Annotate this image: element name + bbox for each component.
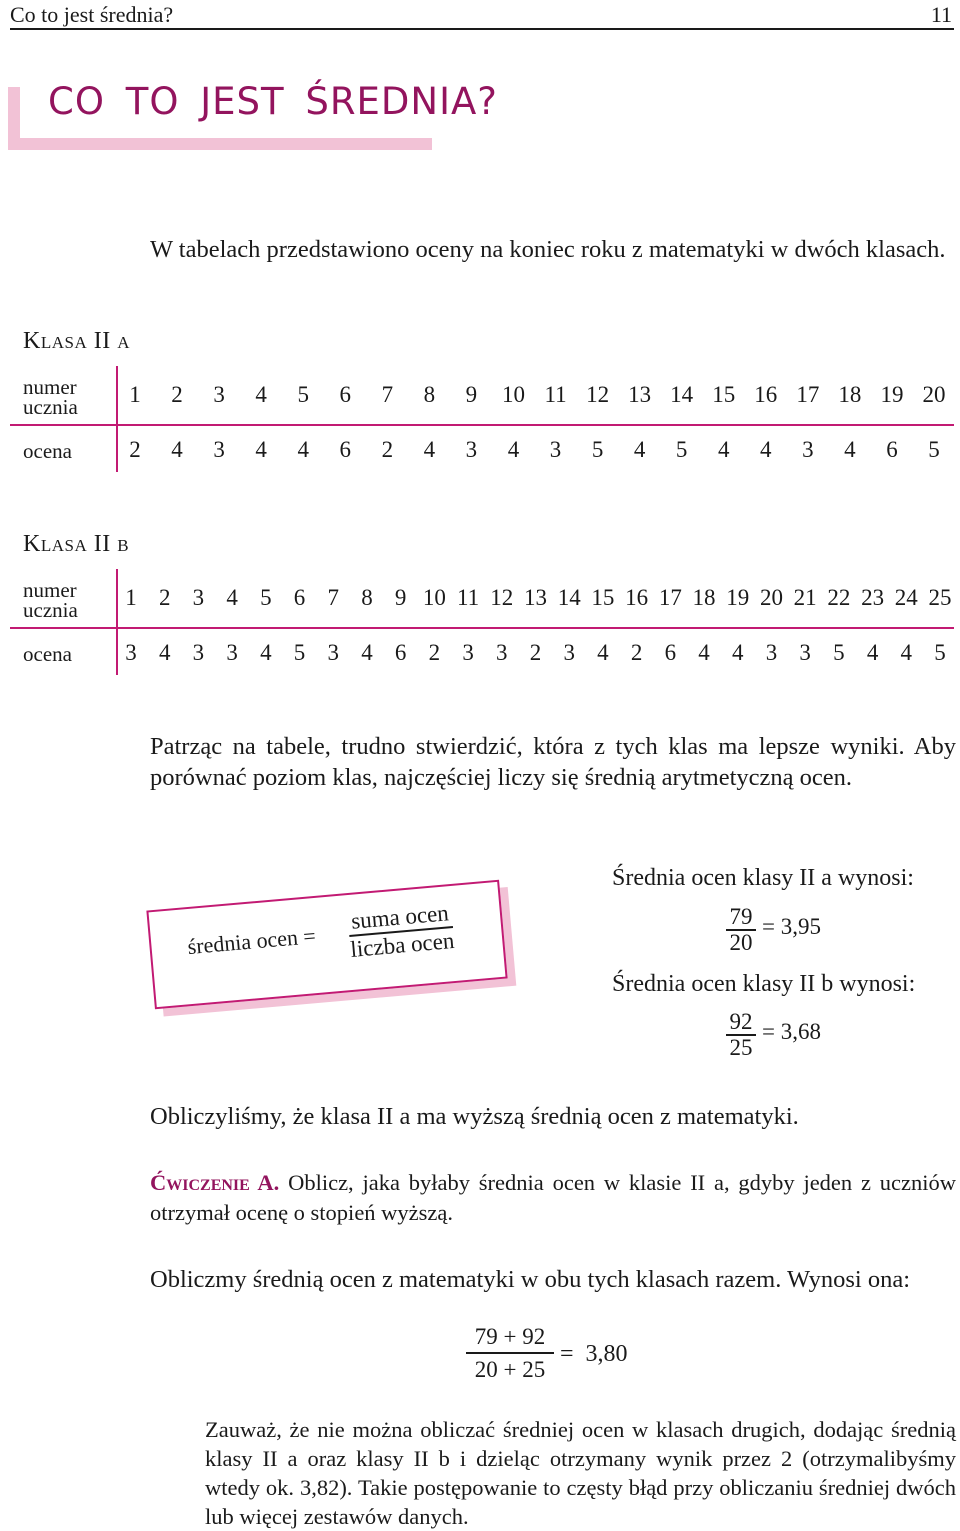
grade-cell: 3 — [563, 640, 575, 665]
student-number-cell: 6 — [293, 585, 306, 610]
student-number-cell: 10 — [422, 585, 446, 610]
grade-cell: 6 — [664, 640, 677, 665]
student-number-cell: 2 — [158, 585, 171, 610]
student-number-cell: 1 — [125, 585, 137, 610]
class-b-table — [10, 569, 954, 675]
student-number-cell: 4 — [255, 382, 267, 407]
grade-cell: 6 — [394, 640, 407, 665]
student-number-cell: 23 — [861, 585, 885, 610]
grade-cell: 3 — [226, 640, 238, 665]
grade-cell: 4 — [361, 640, 373, 665]
student-number-cell: 2 — [171, 382, 183, 407]
exercise-a — [150, 1168, 956, 1228]
grade-cell: 2 — [529, 640, 542, 665]
mean-a-label: Średnia ocen klasy II a wynosi: — [612, 865, 914, 891]
student-number-cell: 18 — [692, 585, 716, 610]
student-number-cell: 3 — [192, 585, 205, 610]
grade-cell: 5 — [591, 437, 604, 462]
mean-b-fraction — [726, 1010, 756, 1060]
grade-cell: 2 — [129, 437, 141, 462]
intro-paragraph: W tabelach przedstawiono oceny na koniec roku z matematyki w dwóch klasach. — [150, 236, 946, 263]
student-number-cell: 9 — [465, 382, 478, 407]
class-b-grade-label: ocena — [23, 642, 72, 666]
student-number-cell: 20 — [922, 382, 946, 407]
grade-cell: 3 — [125, 640, 137, 665]
student-number-cell: 16 — [625, 585, 649, 610]
grade-cell: 4 — [260, 640, 272, 665]
grade-cell: 4 — [760, 437, 772, 462]
student-number-cell: 25 — [928, 585, 952, 610]
student-number-cell: 3 — [213, 382, 225, 407]
mean-formula-card — [146, 880, 507, 1009]
formula-denominator: liczba ocen — [349, 927, 456, 962]
student-number-cell: 19 — [726, 585, 750, 610]
class-b-number-label — [23, 580, 78, 620]
grade-cell: 4 — [717, 437, 730, 462]
class-a-table — [10, 366, 954, 472]
explanation-paragraph: Patrząc na tabele, trudno stwierdzić, która z tych klas ma lepsze wyniki. Aby porównać poziom klas, najczęściej liczy się średnią arytmetyczną ocen. — [150, 733, 956, 791]
mean-b-result: = 3,68 — [762, 1019, 821, 1044]
grade-cell: 2 — [428, 640, 441, 665]
student-number-cell: 6 — [339, 382, 351, 407]
grade-cell: 4 — [507, 437, 520, 462]
label-line: numer — [23, 578, 77, 602]
grade-cell: 6 — [886, 437, 898, 462]
student-number-cell: 15 — [712, 382, 736, 407]
combined-paragraph: Obliczmy średnią ocen z matematyki w obu tych klasach razem. Wynosi ona: — [150, 1266, 911, 1293]
student-number-cell: 7 — [381, 382, 394, 407]
mean-a-fraction — [726, 905, 756, 955]
student-number-cell: 14 — [557, 585, 581, 610]
note-paragraph: Zauważ, że nie można obliczać średniej ocen w klasach drugich, dodając średnią klasy II a oraz klasy II b i dzieląc otrzymany wynik przez 2 (otrzymalibyśmy wtedy ok. 3,82). Takie postępowanie to częsty błąd przy obliczaniu średniej dwóch lub więcej zestawów danych. — [205, 1417, 956, 1529]
formula-fraction — [347, 900, 455, 962]
grade-cell: 3 — [765, 640, 778, 665]
student-number-cell: 11 — [544, 382, 567, 407]
student-number-cell: 10 — [501, 382, 525, 407]
student-number-cell: 8 — [361, 585, 373, 610]
combined-result: = 3,80 — [560, 1341, 628, 1367]
student-number-cell: 14 — [670, 382, 694, 407]
grade-cell: 3 — [213, 437, 225, 462]
mean-b-denominator: 25 — [729, 1034, 753, 1060]
grade-cell: 4 — [866, 640, 879, 665]
class-a-number-label — [23, 377, 78, 417]
mean-b-numerator: 92 — [729, 1009, 753, 1034]
grade-cell: 5 — [833, 640, 845, 665]
grade-cell: 4 — [171, 437, 183, 462]
section-title: CO TO JEST ŚREDNIA? — [48, 80, 498, 123]
student-number-cell: 4 — [226, 585, 238, 610]
student-number-cell: 11 — [457, 585, 480, 610]
student-number-cell: 13 — [524, 585, 547, 610]
combined-fraction — [466, 1325, 554, 1382]
class-a-grade-label: ocena — [23, 439, 72, 463]
grade-cell: 3 — [802, 437, 814, 462]
grade-cell: 2 — [381, 437, 394, 462]
combined-numerator: 79 + 92 — [474, 1324, 546, 1349]
grade-cell: 5 — [675, 437, 688, 462]
grade-cell: 4 — [423, 437, 436, 462]
title-accent-horizontal — [8, 138, 432, 150]
student-number-cell: 8 — [423, 382, 436, 407]
label-line: ucznia — [23, 598, 78, 622]
grade-cell: 2 — [630, 640, 643, 665]
student-number-cell: 15 — [591, 585, 615, 610]
mean-a-result: = 3,95 — [762, 914, 821, 939]
class-b-heading: Klasa II b — [23, 531, 130, 557]
table-divider — [10, 627, 954, 629]
grade-cell: 4 — [597, 640, 609, 665]
grade-cell: 3 — [465, 437, 478, 462]
grade-cell: 3 — [462, 640, 474, 665]
table-divider — [10, 424, 954, 426]
grade-cell: 5 — [928, 437, 940, 462]
student-number-cell: 12 — [490, 585, 514, 610]
student-number-cell: 5 — [297, 382, 309, 407]
combined-denominator: 20 + 25 — [474, 1356, 546, 1382]
student-number-cell: 12 — [586, 382, 610, 407]
grade-cell: 3 — [549, 437, 562, 462]
grade-cell: 4 — [698, 640, 710, 665]
grade-cell: 4 — [900, 640, 913, 665]
formula-numerator: suma ocen — [350, 900, 450, 934]
grade-cell: 4 — [844, 437, 856, 462]
grade-cell: 4 — [732, 640, 744, 665]
student-number-cell: 17 — [658, 585, 682, 610]
student-number-cell: 17 — [796, 382, 820, 407]
class-a-heading: Klasa II a — [23, 328, 130, 354]
mean-a-denominator: 20 — [729, 929, 753, 955]
label-line: numer — [23, 375, 77, 399]
exercise-label: Ćwiczenie A. — [150, 1170, 280, 1195]
grade-cell: 4 — [297, 437, 309, 462]
formula-lhs: średnia ocen = — [186, 923, 317, 960]
running-header-title: Co to jest średnia? — [10, 2, 174, 27]
student-number-cell: 24 — [894, 585, 918, 610]
page-number: 11 — [930, 2, 952, 27]
conclusion-paragraph: Obliczyliśmy, że klasa II a ma wyższą średnią ocen z matematyki. — [150, 1103, 799, 1130]
exercise-text: Oblicz, jaka byłaby średnia ocen w klasie II a, gdyby jeden z uczniów otrzymał ocenę o stopień wyższą. — [150, 1170, 956, 1225]
grade-cell: 5 — [293, 640, 306, 665]
grade-cell: 3 — [496, 640, 508, 665]
header-rule — [10, 28, 954, 30]
student-number-cell: 5 — [260, 585, 272, 610]
student-number-cell: 13 — [628, 382, 652, 407]
student-number-cell: 16 — [754, 382, 778, 407]
student-number-cell: 20 — [759, 585, 783, 610]
grade-cell: 3 — [799, 640, 811, 665]
student-number-cell: 22 — [827, 585, 851, 610]
student-number-cell: 7 — [327, 585, 339, 610]
student-number-cell: 21 — [793, 585, 817, 610]
student-number-cell: 9 — [394, 585, 407, 610]
student-number-cell: 18 — [838, 382, 862, 407]
student-number-cell: 19 — [880, 382, 904, 407]
grade-cell: 4 — [158, 640, 171, 665]
grade-cell: 5 — [934, 640, 946, 665]
grade-cell: 6 — [339, 437, 351, 462]
student-number-cell: 1 — [129, 382, 141, 407]
grade-cell: 3 — [192, 640, 205, 665]
grade-cell: 4 — [633, 437, 646, 462]
grade-cell: 3 — [327, 640, 339, 665]
label-line: ucznia — [23, 395, 78, 419]
grade-cell: 4 — [255, 437, 267, 462]
mean-b-label: Średnia ocen klasy II b wynosi: — [612, 971, 916, 997]
mean-a-numerator: 79 — [729, 904, 753, 929]
